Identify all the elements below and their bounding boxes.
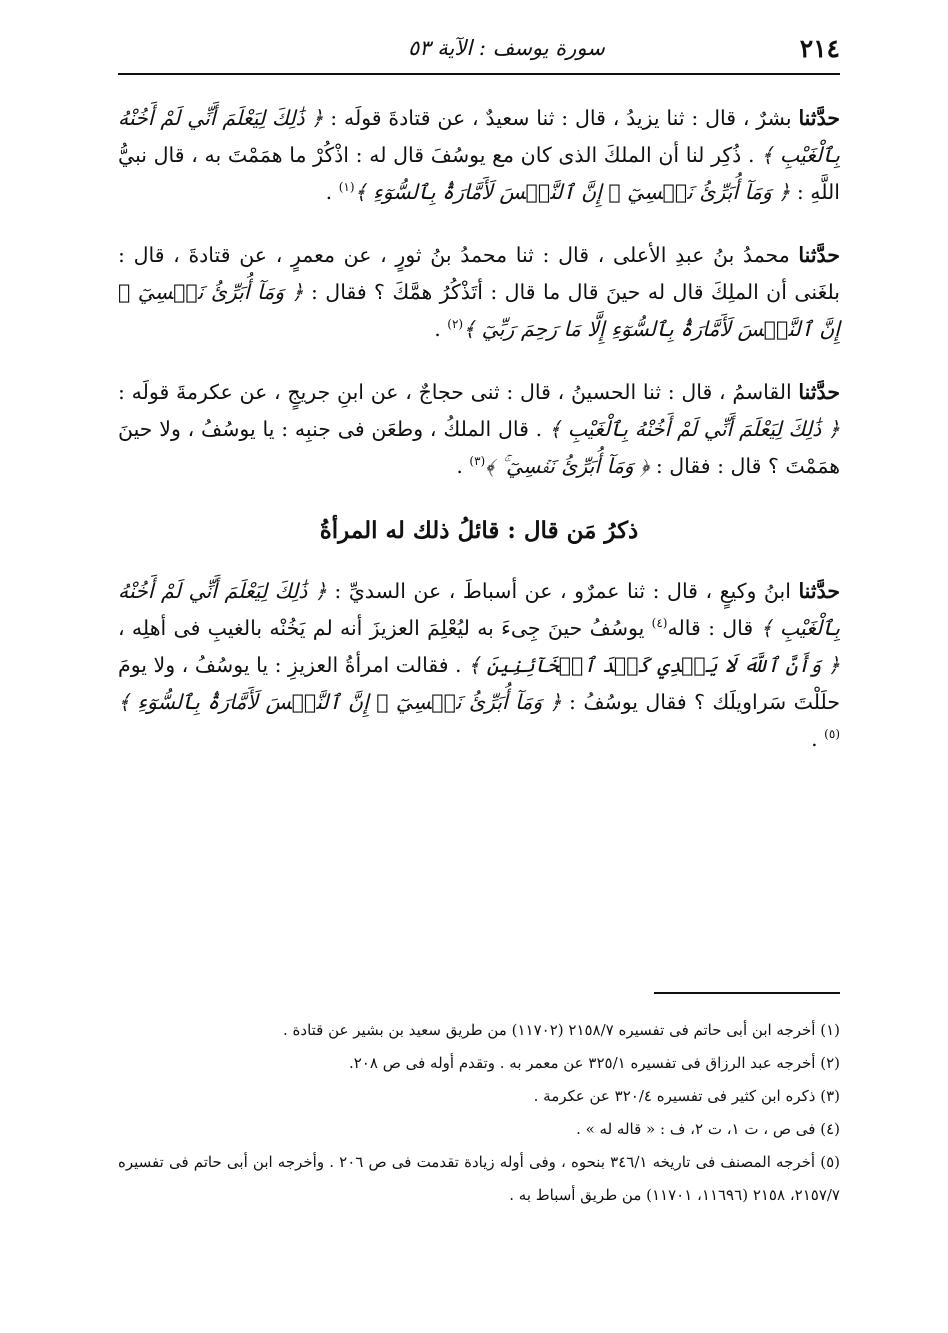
paragraph-text: القاسمُ ، قال : ثنا الحسينُ ، قال : ثنى حجاجٌ ، عن ابنِ جريجٍ ، عن عكرمةَ قولَه :	[118, 380, 799, 404]
footnote-5: (٥) أخرجه المصنف فى تاريخه ٣٤٦/١ بنحوه ، وفى أوله زيادة تقدمت فى ص ٢٠٦ . وأخرجه ابن أبى حاتم فى تفسيره ٢١٥٧/٧، ٢١٥٨ (١١٦٩٦، ١١٧٠١) من طريق أسباط به .	[118, 1153, 841, 1204]
quran-quote: ﴿ وَمَآ أُبَرِّئُ نَفۡسِيٓ ۚ إِنَّ ٱلنَّفۡسَ لَأَمَّارَةُۢ بِٱلسُّوٓءِ ﴾	[118, 690, 562, 714]
paragraph-text: بشرٌ ، قال : ثنا يزيدُ ، قال : ثنا سعيدٌ ، عن قتادةَ قولَه :	[323, 106, 799, 130]
quran-quote: ﴿ وَمَآ أُبَرِّئُ نَفۡسِيٓ ۚ ﴾	[485, 454, 650, 478]
paragraph-end: .	[811, 727, 825, 751]
page-number: ٢١٤	[799, 33, 840, 63]
paragraph-lead: حدَّثنا	[798, 106, 841, 130]
footnote-ref: (٢)	[447, 317, 464, 332]
paragraph-lead: حدَّثنا	[798, 243, 840, 267]
footnote-2: (٢) أخرجه عبد الرزاق فى تفسيره ٣٢٥/١ عن معمر به . وتقدم أوله فى ص ٢٠٨.	[348, 1054, 840, 1072]
page-header	[118, 28, 840, 68]
paragraph-text: يوسُفُ حينَ جِىءَ به ليُعْلِمَ العزيزَ أنه لم يَخُنْه بالغيبِ فى أهلِه ،	[118, 616, 652, 640]
quran-quote: ﴿ ذَٰلِكَ لِيَعْلَمَ أَنِّي لَمْ أَخُنْهُ بِٱلْغَيْبِ ﴾	[118, 106, 840, 167]
header-rule	[118, 73, 840, 75]
footnote-rule	[654, 992, 840, 994]
quran-quote: ﴿ وَمَآ أُبَرِّئُ نَفۡسِيٓ ۚ إِنَّ ٱلنَّفۡسَ لَأَمَّارَةُۢ بِٱلسُّوٓءِ ﴾	[354, 180, 791, 204]
paragraph-1	[118, 100, 840, 211]
book-page	[118, 0, 840, 1333]
quran-quote: ﴿ ذَٰلِكَ لِيَعْلَمَ أَنِّي لَمْ أَخُنْهُ بِٱلْغَيْبِ ﴾	[548, 417, 840, 441]
paragraph-text: . قال الملكُ ، وطعَن فى جنبِه : يا يوسُفُ ، ولا حينَ همَمْتَ ؟ قال : فقال :	[118, 417, 840, 478]
footnote-ref: (٤)	[651, 616, 668, 631]
footnote-ref: (٣)	[469, 454, 486, 469]
paragraph-end: .	[456, 454, 470, 478]
footnote-3: (٣) ذكره ابن كثير فى تفسيره ٣٢٠/٤ عن عكرمة .	[533, 1087, 840, 1105]
paragraph-text: قال : قاله	[667, 616, 761, 640]
paragraph-end: .	[434, 317, 448, 341]
paragraph-4	[118, 573, 840, 758]
paragraph-end: .	[325, 180, 339, 204]
section-heading: ذكرُ مَن قال : قائلُ ذلك له المرأةُ	[319, 517, 639, 544]
running-title: سورة يوسف : الآية ٥٣	[408, 36, 605, 60]
paragraph-text: . فقالت امرأةُ العزيزِ : يا يوسُفُ ، ولا يومَ حلَلْتَ سَراويلَك ؟ فقال يوسُفُ :	[118, 653, 840, 714]
paragraph-text: ابنُ وكيعٍ ، قال : ثنا عمرٌو ، عن أسباطَ ، عن السديِّ :	[326, 579, 799, 603]
paragraph-text: محمدُ بنُ عبدِ الأعلى ، قال : ثنا محمدُ بنُ ثورٍ ، عن معمرٍ ، عن قتادةَ ، قال : بلغَنى أن الملِكَ قال له حينَ قال ما قال : أتَذْكُرُ همَّكَ ؟ فقال :	[118, 243, 840, 304]
paragraph-3	[118, 374, 840, 485]
paragraph-2	[118, 237, 840, 348]
paragraph-text: . ذُكِر لنا أن الملكَ الذى كان مع يوسُفَ قال له : اذْكُرْ ما همَمْتَ به ، قال نبيُّ اللَّهِ :	[118, 143, 840, 204]
paragraph-lead: حدَّثنا	[798, 579, 841, 603]
footnotes	[118, 1014, 840, 1212]
body-text	[118, 100, 840, 784]
quran-quote: ﴿ وَأَنَّ ٱللَّهَ لَا يَهۡدِي كَيۡدَ ٱلۡخَآئِنِينَ ﴾	[468, 653, 840, 677]
footnote-ref: (٥)	[824, 727, 840, 742]
quran-quote: ﴿ ذَٰلِكَ لِيَعْلَمَ أَنِّي لَمْ أَخُنْهُ بِٱلْغَيْبِ ﴾	[118, 579, 840, 640]
quran-quote: ﴿ وَمَآ أُبَرِّئُ نَفۡسِيٓ ۚ إِنَّ ٱلنَّفۡسَ لَأَمَّارَةُۢ بِٱلسُّوٓءِ إِلَّا مَا رَحِمَ رَبِّيٓ ﴾	[118, 280, 840, 341]
footnote-4: (٤) فى ص ، ت ١، ت ٢، ف : « قاله له » .	[576, 1120, 840, 1138]
paragraph-lead: حدَّثنا	[798, 380, 840, 404]
footnote-ref: (١)	[338, 180, 355, 195]
footnote-1: (١) أخرجه ابن أبى حاتم فى تفسيره ٢١٥٨/٧ (١١٧٠٢) من طريق سعيد بن بشير عن قتادة .	[283, 1021, 840, 1039]
